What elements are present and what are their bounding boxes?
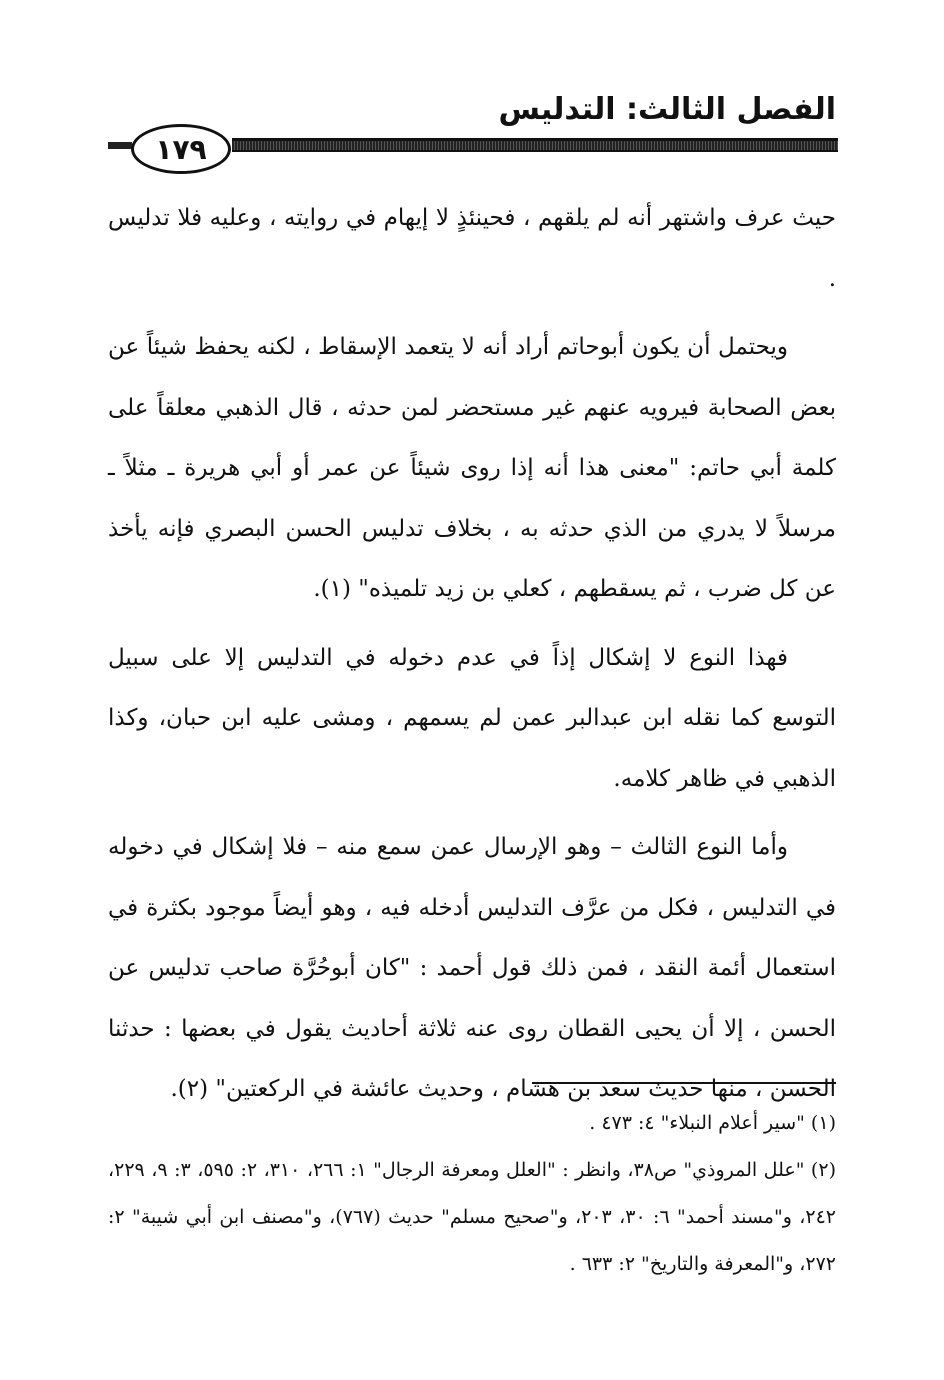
chapter-title: الفصل الثالث: التدليس bbox=[498, 92, 836, 127]
page-number: ١٧٩ bbox=[131, 124, 231, 174]
header-rule bbox=[232, 138, 838, 152]
footnotes bbox=[108, 1100, 836, 1288]
paragraph: فهذا النوع لا إشكال إذاً في عدم دخوله في التدليس إلا على سبيل التوسع كما نقله ابن عبدالبر عمن لم يسمهم ، ومشى عليه ابن حبان، وكذا الذهبي في ظاهر كلامه. bbox=[108, 644, 836, 792]
footnote: (١) "سير أعلام النبلاء" ٤: ٤٧٣ . bbox=[589, 1112, 836, 1134]
main-text bbox=[108, 188, 836, 1128]
footnote-separator bbox=[532, 1082, 836, 1084]
footnote: (٢) "علل المروذي" ص٣٨، وانظر : "العلل ومعرفة الرجال" ١: ٢٦٦، ٣١٠، ٢: ٥٩٥، ٣: ٩، ٢٢٩، ٢٤٢، و"مسند أحمد" ٦: ٣٠، ٢٠٣، و"صحيح مسلم" حديث (٧٦٧)، و"مصنف ابن أبي شيبة" ٢: ٢٧٢، و"المعرفة والتاريخ" ٢: ٦٣٣ . bbox=[108, 1159, 836, 1275]
paragraph: وأما النوع الثالث – وهو الإرسال عمن سمع منه – فلا إشكال في دخوله في التدليس ، فكل من عرَّف التدليس أدخله فيه ، وهو أيضاً موجود بكثرة في استعمال أئمة النقد ، فمن ذلك قول أحمد : "كان أبوحُرَّة صاحب تدليس عن الحسن ، إلا أن يحيى القطان روى عنه ثلاثة أحاديث يقول في بعضها : حدثنا الحسن ، منها حديث سعد بن هشام ، وحديث عائشة في الركعتين" (٢). bbox=[108, 834, 836, 1102]
paragraph: حيث عرف واشتهر أنه لم يلقهم ، فحينئذٍ لا إيهام في روايته ، وعليه فلا تدليس . bbox=[108, 205, 836, 292]
paragraph: ويحتمل أن يكون أبوحاتم أراد أنه لا يتعمد الإسقاط ، لكنه يحفظ شيئاً عن بعض الصحابة فيرويه عنهم غير مستحضر لمن حدثه ، قال الذهبي معلقاً على كلمة أبي حاتم: "معنى هذا أنه إذا روى شيئاً عن عمر أو أبي هريرة ـ مثلاً ـ مرسلاً لا يدري من الذي حدثه به ، بخلاف تدليس الحسن البصري فإنه يأخذ عن كل ضرب ، ثم يسقطهم ، كعلي بن زيد تلميذه" (١). bbox=[108, 334, 836, 602]
header-rule-end bbox=[108, 142, 132, 149]
